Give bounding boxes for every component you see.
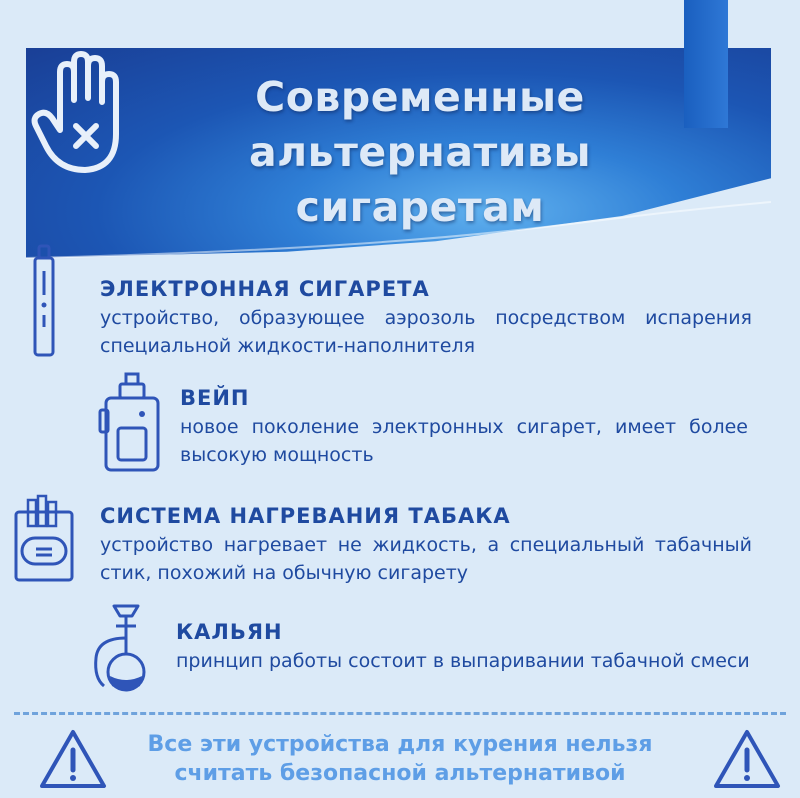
- vape-icon: [96, 370, 164, 474]
- warning-message: Все эти устройства для курения нельзя считать безопасной альтернативой: [147, 732, 653, 786]
- bookmark-ribbon: [684, 0, 728, 128]
- e-cigarette-icon: [28, 243, 60, 358]
- item-title: СИСТЕМА НАГРЕВАНИЯ ТАБАКА: [100, 504, 511, 528]
- list-item: [100, 501, 752, 587]
- item-title: ЭЛЕКТРОННАЯ СИГАРЕТА: [100, 277, 430, 301]
- item-description: устройство, образующее аэрозоль посредством испарения специальной жидкости-наполнителя: [100, 307, 752, 357]
- list-item: [176, 617, 764, 675]
- divider: [14, 712, 786, 715]
- item-title: КАЛЬЯН: [176, 620, 283, 644]
- list-item: [100, 274, 752, 360]
- item-description: устройство нагревает не жидкость, а специальный табачный стик, похожий на обычную сигарету: [100, 534, 752, 584]
- cigarette-pack-icon: [12, 494, 76, 584]
- item-title: ВЕЙП: [180, 386, 250, 410]
- stop-hand-icon: [30, 50, 140, 175]
- item-description: новое поколение электронных сигарет, имеет более высокую мощность: [180, 416, 748, 466]
- hookah-icon: [90, 602, 162, 694]
- list-item: [180, 383, 748, 469]
- item-description: принцип работы состоит в выпаривании табачной смеси: [176, 650, 750, 672]
- page-title: Современные альтернативы сигаретам: [248, 73, 592, 231]
